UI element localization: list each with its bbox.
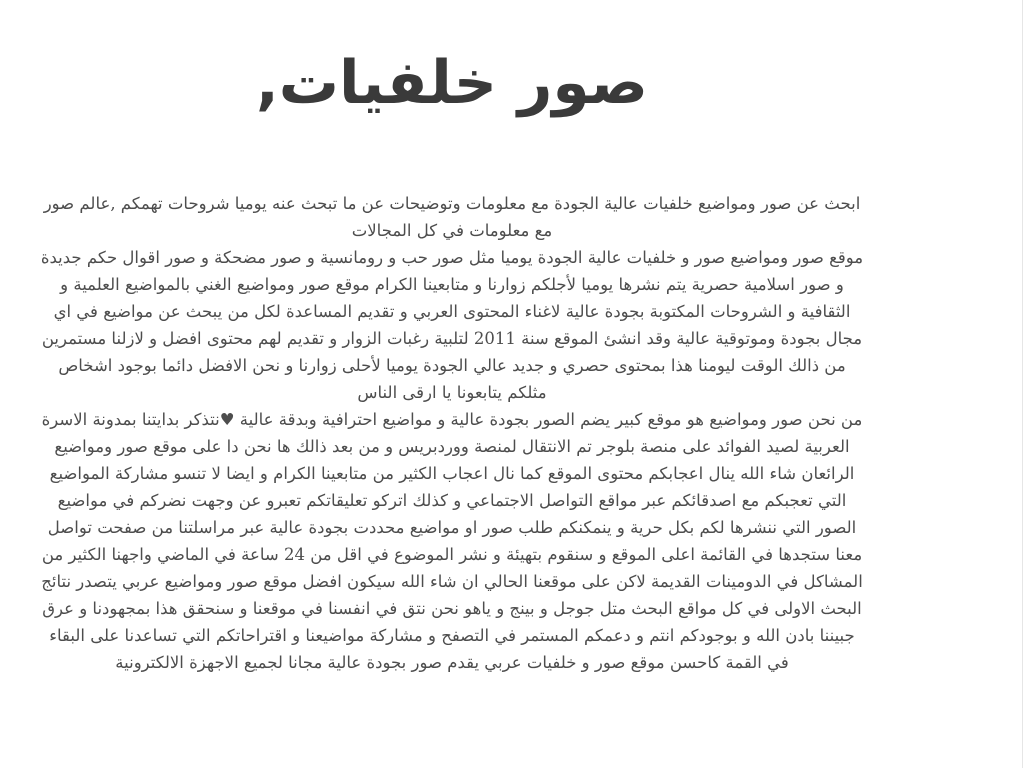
description-paragraph: من نحن صور ومواضيع هو موقع كبير يضم الصور بجودة عالية و مواضيع احترافية وبدقة عالية ♥نتذكر بدايتنا بمدونة الاسرة العربية لصيد الفوائد على منصة بلوجر تم الانتقال لمنصة ووردبريس و من بعد ذالك ها نحن دا على موقع صور ومواضيع الرائعان شاء الله ينال اعجابكم محتوى الموقع كما نال اعجاب الكثير من متابعينا الكرام و ايضا لا تنسو مشاركة المواضيع التي تعجبكم مع اصدقائكم عبر مواقع التواصل الاجتماعي و كذلك اتركو تعليقاتكم تعبرو عن وجهت نضركم في مواضيع الصور التي ننشرها لكم بكل حرية و ينمكنكم طلب صور او مواضيع محددت بجودة عالية عبر مراسلتنا من صفحت تواصل معنا ستجدها في القائمة اعلى الموقع و سنقوم بتهيئة و نشر الموضوع في اقل من 24 ساعة في الماضي واجهنا الكثير من المشاكل في الدومينات القديمة لاكن على موقعنا الحالي ان شاء الله سيكون افضل موقع صور ومواضيع عربي يتصدر نتائج البحث الاولى في كل مواقع البحث متل جوجل و بينج و ياهو نحن نتق في انفسنا في موقعنا و سنحقق هذا بمجهودنا و عرق جبيننا بادن الله و بوجودكم انتم و دعمكم المستمر في التصفح و مشاركة مواضيعنا و اقتراحاتكم التي تساعدنا على البقاء في القمة كاحسن موقع صور و خلفيات عربي يقدم صور بجودة عالية مجانا لجميع الاجهزة الالكترونية <box>41 410 863 672</box>
description-paragraph: موقع صور ومواضيع صور و خلفيات عالية الجودة يوميا مثل صور حب و رومانسية و صور مضحكة و صور اقوال حكم جديدة و صور اسلامية حصرية يتم نشرها يوميا لأجلكم زوارنا و متابعينا الكرام موقع صور ومواضيع الغني بالمواضيع العلمية و الثقافية و الشروحات المكتوبة بجودة عالية لاغناء المحتوى العربي و تقديم المساعدة لكل من يبحث عن مواضيع في اي مجال بجودة وموتوقية عالية وقد انشئ الموقع سنة 2011 لتلبية رغبات الزوار و تقديم لهم محتوى افضل و لازلنا مستمرين من ذالك الوقت ليومنا هذا بمحتوى حصري و جديد عالي الجودة يوميا لأحلى زوارنا و نحن الافضل دائما بوجود اشخاص مثلكم يتابعونا يا ارقى الناس <box>40 248 864 402</box>
page-content <box>40 0 864 676</box>
site-description <box>40 190 864 676</box>
description-paragraph: ابحث عن صور ومواضيع خلفيات عالية الجودة مع معلومات وتوضيحات عن ما تبحث عنه يوميا شروحات تهمكم ,عالم صور مع معلومات في كل المجالات <box>43 194 861 240</box>
site-title[interactable]: صور خلفيات, <box>255 48 649 118</box>
page-edge-divider <box>1022 0 1023 768</box>
